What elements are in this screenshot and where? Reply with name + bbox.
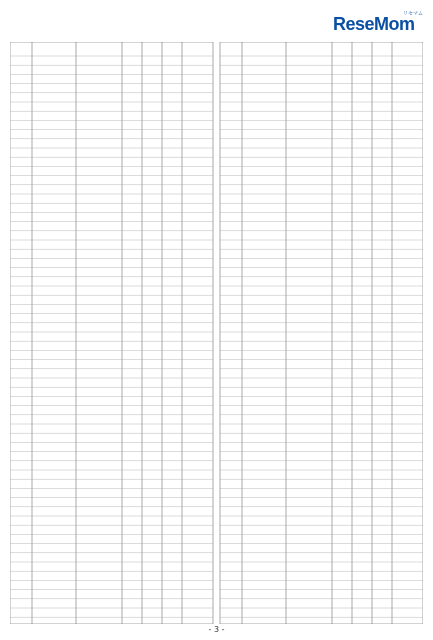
logo-kana: リセマム [403, 11, 423, 17]
page-number: - 3 - [208, 625, 225, 634]
logo-text: ReseMom [333, 14, 415, 34]
admissions-table-grid [10, 42, 423, 624]
resemom-logo [333, 10, 423, 40]
right-table-frame [220, 42, 423, 624]
left-table-frame [10, 42, 213, 624]
